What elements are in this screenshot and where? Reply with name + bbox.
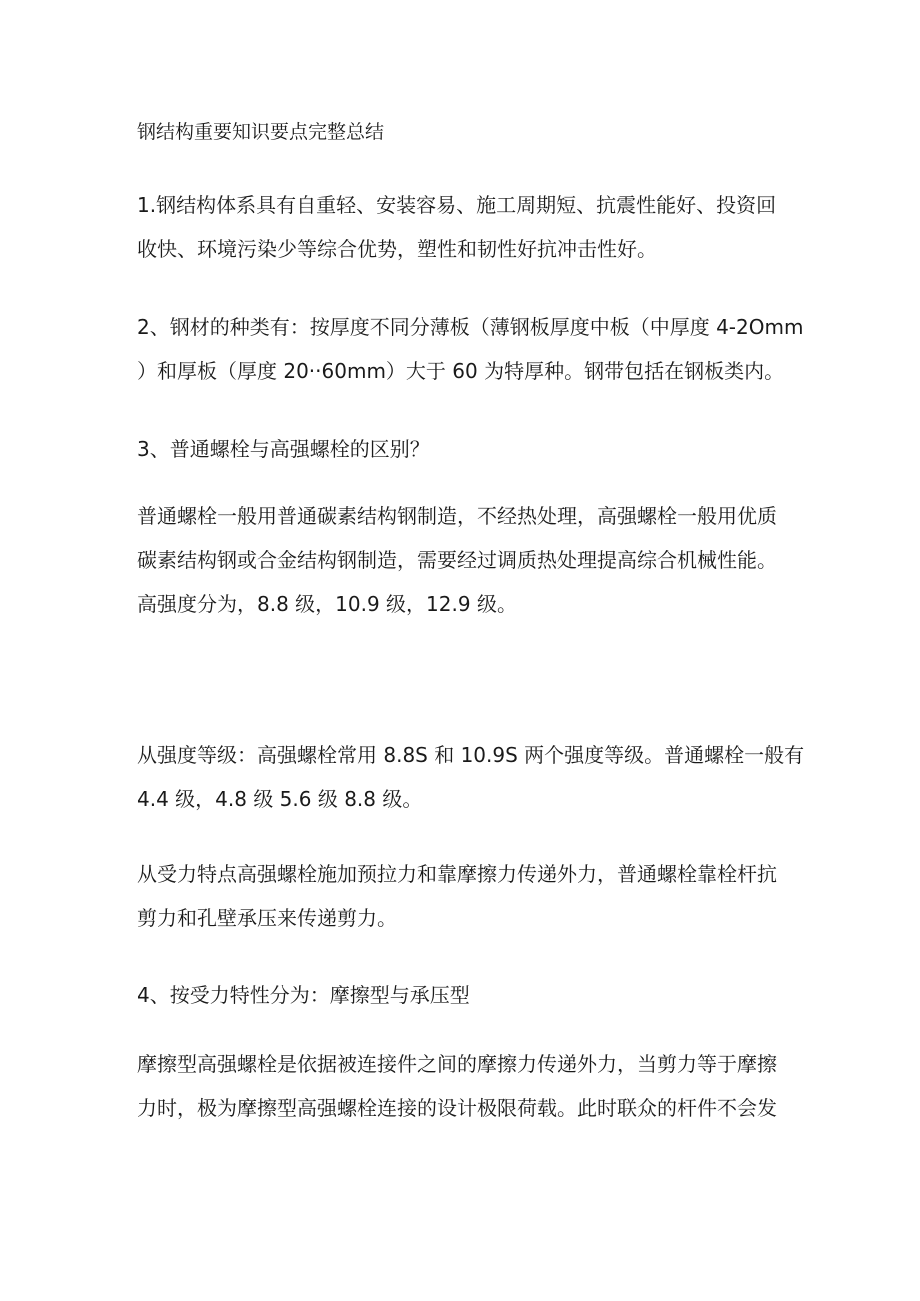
paragraph-line: 从受力特点高强螺栓施加预拉力和靠摩擦力传递外力，普通螺栓靠栓杆抗 [137, 862, 777, 886]
paragraph-line: 高强度分为，8.8 级，10.9 级，12.9 级。 [137, 592, 517, 616]
paragraph-6 [137, 852, 797, 940]
paragraph-2 [137, 305, 804, 393]
paragraph-line: 收快、环境污染少等综合优势，塑性和韧性好抗冲击性好。 [137, 237, 657, 261]
paragraph-7 [137, 973, 797, 1017]
paragraph-line: ）和厚板（厚度 20··60mm）大于 60 为特厚种。钢带包括在钢板类内。 [137, 359, 785, 383]
paragraph-line: 摩擦型高强螺栓是依据被连接件之间的摩擦力传递外力，当剪力等于摩擦 [137, 1052, 777, 1076]
paragraph-line: 4.4 级，4.8 级 5.6 级 8.8 级。 [137, 787, 423, 811]
paragraph-line: 3、普通螺栓与高强螺栓的区别？ [137, 437, 430, 461]
paragraph-line: 从强度等级：高强螺栓常用 8.8S 和 10.9S 两个强度等级。普通螺栓一般有 [137, 743, 805, 767]
paragraph-line: 1.钢结构体系具有自重轻、安装容易、施工周期短、抗震性能好、投资回 [137, 193, 777, 217]
paragraph-3 [137, 427, 797, 471]
document-title [137, 110, 797, 154]
paragraph-4 [137, 494, 797, 626]
paragraph-1 [137, 183, 797, 271]
paragraph-line: 剪力和孔壁承压来传递剪力。 [137, 906, 397, 930]
title-text: 钢结构重要知识要点完整总结 [137, 121, 385, 143]
paragraph-line: 力时，极为摩擦型高强螺栓连接的设计极限荷载。此时联众的杆件不会发 [137, 1096, 777, 1120]
paragraph-line: 普通螺栓一般用普通碳素结构钢制造，不经热处理，高强螺栓一般用优质 [137, 504, 777, 528]
paragraph-5 [137, 733, 805, 821]
paragraph-line: 2、钢材的种类有：按厚度不同分薄板（薄钢板厚度中板（中厚度 4-2Omm [137, 315, 804, 339]
paragraph-8 [137, 1042, 797, 1130]
paragraph-line: 4、按受力特性分为：摩擦型与承压型 [137, 983, 470, 1007]
paragraph-line: 碳素结构钢或合金结构钢制造，需要经过调质热处理提高综合机械性能。 [137, 548, 777, 572]
